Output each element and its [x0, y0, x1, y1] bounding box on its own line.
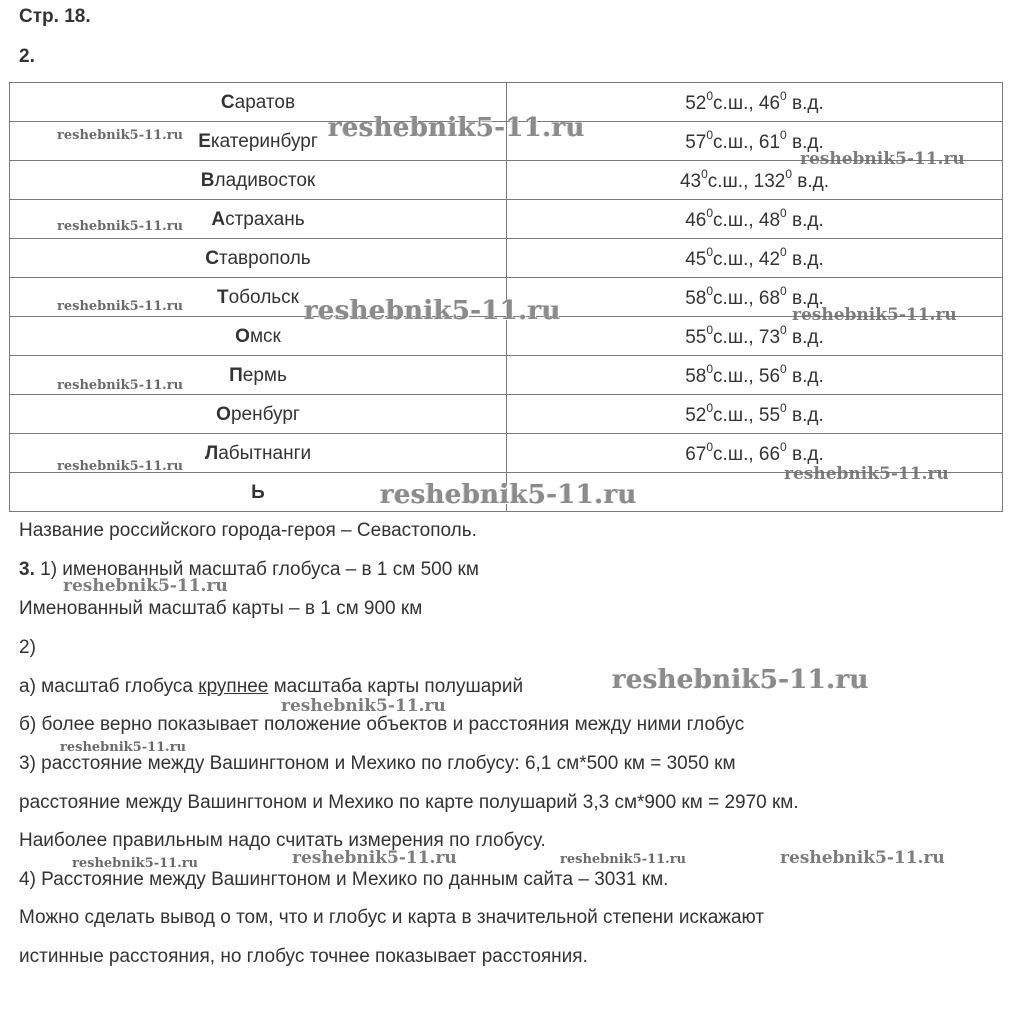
table-row: [10, 239, 1003, 278]
coordinates-cell: [507, 395, 1003, 434]
watermark: reshebnik5-11.ru: [57, 128, 184, 143]
latitude-suffix: с.ш.,: [713, 287, 759, 309]
latitude-suffix: с.ш.,: [713, 209, 759, 231]
city-name-rest: обольск: [228, 286, 299, 308]
longitude-value: 55: [758, 404, 781, 426]
hero-city-answer: Название российского города-героя – Севастополь.: [19, 520, 477, 541]
latitude-value: 57: [685, 131, 707, 153]
city-first-letter: А: [211, 208, 226, 230]
task-3-line-9: 4) Расстояние между Вашингтоном и Мехико по данным сайта – 3031 км.: [19, 869, 669, 890]
city-cell: [10, 161, 507, 200]
city-name-rest: таврополь: [219, 247, 311, 269]
city-name-rest: страхань: [225, 208, 305, 230]
watermark: reshebnik5-11.ru: [57, 459, 184, 474]
city-first-letter: Т: [216, 286, 229, 308]
degree-mark: 0: [780, 440, 787, 455]
longitude-suffix: в.д.: [792, 170, 830, 192]
degree-mark: 0: [706, 323, 714, 338]
task-3-line-8: Наиболее правильным надо считать измерения по глобусу.: [19, 830, 546, 851]
watermark: reshebnik5-11.ru: [63, 576, 228, 596]
city-name-rest: мск: [249, 325, 281, 347]
watermark: reshebnik5-11.ru: [780, 848, 945, 868]
task-3-underlined-word: крупнее: [198, 676, 269, 697]
task-3-line-4: [19, 676, 523, 698]
latitude-value: 58: [685, 365, 707, 387]
latitude-value: 52: [685, 92, 707, 114]
degree-mark: 0: [785, 167, 793, 182]
coordinates-cell: [507, 356, 1003, 395]
city-first-letter: О: [235, 325, 250, 347]
latitude-suffix: с.ш.,: [713, 131, 759, 153]
degree-mark: 0: [780, 89, 787, 104]
latitude-suffix: с.ш.,: [713, 326, 759, 348]
longitude-suffix: в.д.: [786, 365, 824, 387]
latitude-suffix: с.ш.,: [713, 365, 759, 387]
latitude-value: 67: [685, 443, 707, 465]
latitude-suffix: с.ш.,: [713, 92, 759, 114]
longitude-suffix: в.д.: [786, 209, 824, 231]
task-3-line-3: 2): [19, 637, 36, 658]
longitude-suffix: в.д.: [786, 326, 824, 348]
watermark: reshebnik5-11.ru: [60, 740, 187, 755]
city-first-letter: С: [220, 91, 235, 113]
latitude-value: 45: [685, 248, 707, 270]
longitude-suffix: в.д.: [786, 404, 824, 426]
watermark: reshebnik5-11.ru: [560, 852, 687, 867]
longitude-value: 66: [758, 443, 781, 465]
latitude-suffix: с.ш.,: [713, 248, 759, 270]
city-name-rest: катеринбург: [210, 130, 318, 152]
city-name-rest: ермь: [242, 364, 287, 386]
task-3-line-6: 3) расстояние между Вашингтоном и Мехико по глобусу: 6,1 см*500 км = 3050 км: [19, 753, 736, 774]
city-first-letter: Е: [198, 130, 211, 152]
degree-mark: 0: [706, 362, 714, 377]
degree-mark: 0: [706, 245, 714, 260]
task-3-line-4-end: масштаба карты полушарий: [268, 676, 524, 697]
latitude-value: 52: [685, 404, 707, 426]
latitude-suffix: с.ш.,: [713, 443, 759, 465]
coordinates-cell: [507, 200, 1003, 239]
task-3-line-2: Именованный масштаб карты – в 1 см 900 км: [19, 598, 423, 619]
coordinates-text: [685, 89, 824, 114]
degree-mark: 0: [706, 284, 714, 299]
coordinates-text: [685, 323, 824, 348]
degree-mark: 0: [706, 89, 714, 104]
watermark: reshebnik5-11.ru: [612, 665, 869, 695]
watermark: reshebnik5-11.ru: [328, 113, 585, 143]
degree-mark: 0: [706, 401, 714, 416]
longitude-suffix: в.д.: [786, 92, 824, 114]
longitude-value: 42: [758, 248, 781, 270]
coordinates-text: [679, 167, 830, 192]
city-first-letter: О: [216, 403, 231, 425]
degree-mark: 0: [780, 323, 787, 338]
watermark: reshebnik5-11.ru: [57, 299, 184, 314]
longitude-value: 48: [758, 209, 781, 231]
degree-mark: 0: [780, 206, 787, 221]
coordinates-text: [685, 362, 824, 387]
degree-mark: 0: [780, 245, 787, 260]
longitude-value: 61: [758, 131, 781, 153]
task-3-line-11: истинные расстояния, но глобус точнее показывает расстояния.: [19, 946, 588, 967]
watermark: reshebnik5-11.ru: [380, 480, 637, 510]
degree-mark: 0: [706, 206, 714, 221]
latitude-value: 46: [685, 209, 707, 231]
city-first-letter: Ь: [251, 481, 265, 503]
longitude-suffix: в.д.: [786, 287, 824, 309]
longitude-value: 56: [758, 365, 781, 387]
coordinates-text: [685, 245, 824, 270]
longitude-value: 132: [753, 170, 786, 192]
task-3-line-10: Можно сделать вывод о том, что и глобус и карта в значительной степени искажают: [19, 907, 765, 928]
watermark: reshebnik5-11.ru: [72, 856, 199, 871]
degree-mark: 0: [780, 284, 787, 299]
longitude-suffix: в.д.: [786, 443, 824, 465]
task-3-line-1-text: 1) именованный масштаб глобуса – в 1 см 500 км: [34, 559, 479, 580]
watermark: reshebnik5-11.ru: [57, 219, 184, 234]
watermark: reshebnik5-11.ru: [292, 848, 457, 868]
watermark: reshebnik5-11.ru: [304, 296, 561, 326]
city-name-rest: абытнанги: [218, 442, 312, 464]
city-cell: [10, 239, 507, 278]
city-first-letter: Л: [204, 442, 219, 464]
longitude-value: 46: [758, 92, 781, 114]
degree-mark: 0: [780, 362, 787, 377]
latitude-suffix: с.ш.,: [707, 170, 754, 192]
coordinates-text: [685, 401, 824, 426]
task-3-line-4-start: а) масштаб глобуса: [19, 676, 199, 697]
watermark: reshebnik5-11.ru: [281, 696, 446, 716]
degree-mark: 0: [780, 128, 787, 143]
city-name-rest: аратов: [234, 91, 296, 113]
task-3-line-7: расстояние между Вашингтоном и Мехико по карте полушарий 3,3 см*900 км = 2970 км.: [19, 792, 799, 813]
degree-mark: 0: [706, 440, 714, 455]
task-3-number: 3.: [19, 559, 35, 580]
longitude-suffix: в.д.: [786, 131, 824, 153]
degree-mark: 0: [780, 401, 787, 416]
coordinates-cell: [507, 239, 1003, 278]
city-cell: [10, 395, 507, 434]
city-name-rest: ладивосток: [214, 169, 316, 191]
degree-mark: 0: [706, 128, 714, 143]
watermark: reshebnik5-11.ru: [800, 149, 965, 169]
latitude-value: 58: [685, 287, 707, 309]
watermark: reshebnik5-11.ru: [57, 378, 184, 393]
table-row: [10, 395, 1003, 434]
coordinates-text: [685, 440, 824, 465]
task-3-line-5: б) более верно показывает положение объектов и расстояния между ними глобус: [19, 714, 745, 735]
city-first-letter: П: [229, 364, 243, 386]
longitude-value: 73: [758, 326, 781, 348]
longitude-suffix: в.д.: [786, 248, 824, 270]
latitude-value: 55: [685, 326, 707, 348]
longitude-value: 68: [758, 287, 781, 309]
task-2-number: 2.: [19, 46, 35, 67]
watermark: reshebnik5-11.ru: [792, 305, 957, 325]
city-name-rest: ренбург: [230, 403, 300, 425]
coordinates-text: [685, 206, 824, 231]
page-number-header: Стр. 18.: [19, 6, 91, 27]
degree-mark: 0: [701, 167, 708, 182]
city-first-letter: С: [205, 247, 219, 269]
latitude-value: 43: [679, 170, 702, 192]
city-first-letter: В: [200, 169, 215, 191]
latitude-suffix: с.ш.,: [713, 404, 759, 426]
watermark: reshebnik5-11.ru: [784, 464, 949, 484]
